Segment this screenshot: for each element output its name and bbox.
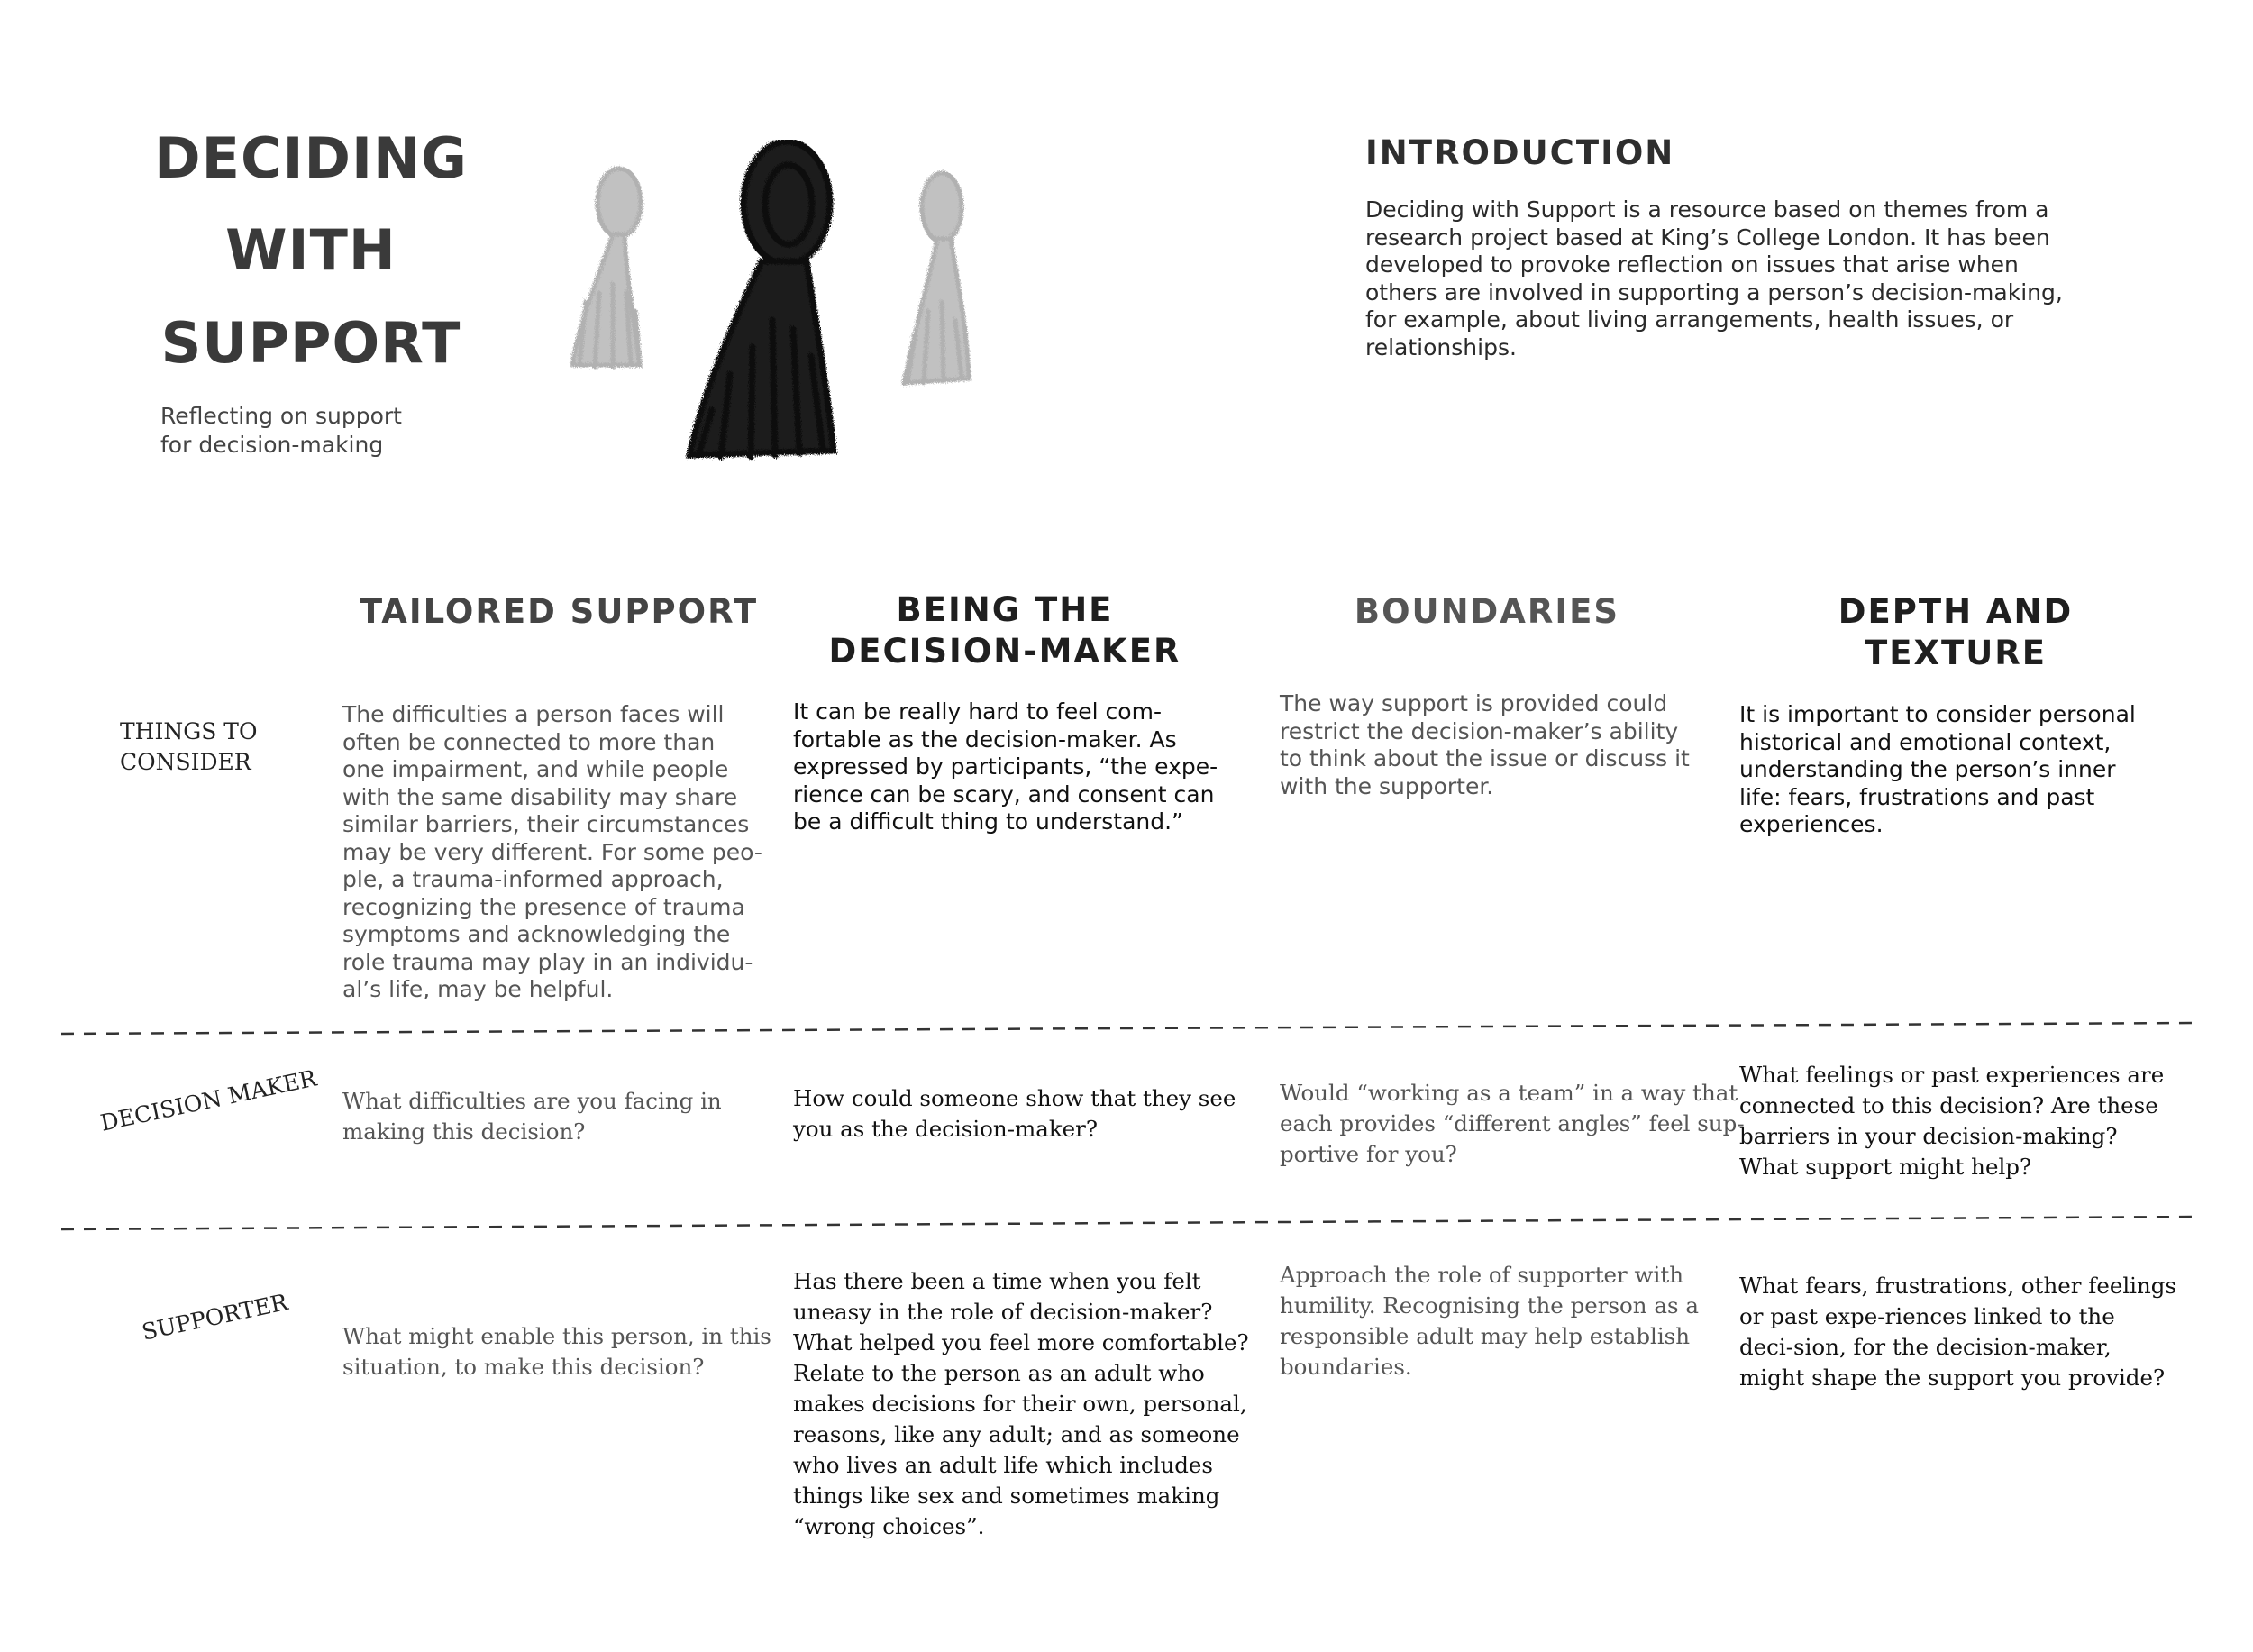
cell-things-boundaries bbox=[1280, 690, 1690, 800]
cell-line: recognizing the presence of trauma bbox=[342, 893, 745, 920]
introduction-line: for example, about living arrangements, health issues, or bbox=[1365, 306, 2014, 333]
cell-line: making this decision? bbox=[342, 1118, 586, 1145]
cell-line: or past expe-riences linked to the bbox=[1739, 1303, 2115, 1329]
cell-supporter-boundaries bbox=[1280, 1260, 1699, 1383]
cell-line: Would “working as a team” in a way that bbox=[1280, 1080, 1738, 1106]
cell-line: each provides “different angles” feel sup- bbox=[1280, 1110, 1745, 1136]
cell-line: Relate to the person as an adult who bbox=[793, 1360, 1205, 1386]
cell-line: you as the decision-maker? bbox=[793, 1116, 1099, 1142]
introduction-body bbox=[1365, 196, 2104, 361]
cell-line: al’s life, may be helpful. bbox=[342, 976, 614, 1002]
subtitle-line: for decision-making bbox=[160, 432, 384, 458]
cell-line: role trauma may play in an individu- bbox=[342, 948, 753, 975]
row-label-line: THINGS TO bbox=[120, 718, 258, 744]
subtitle-line: Reflecting on support bbox=[160, 403, 402, 429]
title-line-3: SUPPORT bbox=[160, 310, 461, 376]
cell-line: who lives an adult life which includes bbox=[793, 1452, 1213, 1478]
introduction-heading: INTRODUCTION bbox=[1365, 133, 1675, 172]
column-heading-line: BOUNDARIES bbox=[1354, 592, 1620, 631]
cell-line: Approach the role of supporter with bbox=[1280, 1262, 1683, 1288]
cell-line: reasons, like any adult; and as someone bbox=[793, 1421, 1240, 1447]
column-heading-line: TAILORED SUPPORT bbox=[359, 592, 759, 631]
column-heading-boundaries bbox=[1271, 591, 1703, 633]
cell-line: What feelings or past experiences are bbox=[1739, 1062, 2165, 1088]
cell-supporter-depth-and-texture bbox=[1739, 1271, 2176, 1393]
cell-decision-maker-depth-and-texture bbox=[1739, 1060, 2164, 1182]
cell-line: might shape the support you provide? bbox=[1739, 1364, 2166, 1391]
row-label-things-to-consider bbox=[120, 716, 257, 778]
column-heading-line: DECISION-MAKER bbox=[828, 632, 1181, 671]
column-heading-depth-and-texture bbox=[1739, 591, 2172, 674]
cell-line: with the supporter. bbox=[1280, 772, 1494, 799]
cell-line: What might enable this person, in this bbox=[342, 1323, 771, 1349]
cell-line: rience can be scary, and consent can bbox=[793, 780, 1215, 808]
row-label-line: CONSIDER bbox=[120, 749, 251, 775]
cell-line: life: fears, frustrations and past bbox=[1739, 783, 2095, 810]
cell-things-being-decision-maker bbox=[793, 698, 1218, 836]
column-heading-tailored-support bbox=[333, 591, 784, 633]
introduction-line: developed to provoke reflection on issues that arise when bbox=[1365, 251, 2019, 278]
cell-line: What support might help? bbox=[1739, 1154, 2032, 1180]
column-heading-line: DEPTH AND bbox=[1838, 592, 2074, 631]
row-label-decision-maker: DECISION MAKER bbox=[97, 1064, 319, 1136]
introduction-line: research project based at King’s College London. It has been bbox=[1365, 224, 2050, 251]
column-heading-being-the-decision-maker bbox=[771, 589, 1239, 672]
cell-line: to think about the issue or discuss it bbox=[1280, 745, 1690, 771]
cell-line: historical and emotional context, bbox=[1739, 728, 2112, 755]
introduction-line: others are involved in supporting a person’s decision-making, bbox=[1365, 278, 2063, 306]
cell-line: things like sex and sometimes making bbox=[793, 1483, 1220, 1509]
cell-line: fortable as the decision-maker. As bbox=[793, 726, 1177, 753]
introduction-line: relationships. bbox=[1365, 333, 1517, 361]
title-line-1: DECIDING bbox=[154, 125, 468, 191]
cell-line: deci-sion, for the decision-maker, bbox=[1739, 1334, 2112, 1360]
row-divider bbox=[0, 1209, 2253, 1237]
cell-line: barriers in your decision-making? bbox=[1739, 1123, 2118, 1149]
cell-supporter-tailored-support bbox=[342, 1321, 771, 1383]
cell-line: The difficulties a person faces will bbox=[342, 701, 725, 727]
cell-line: restrict the decision-maker’s ability bbox=[1280, 717, 1679, 744]
cell-line: may be very different. For some peo- bbox=[342, 838, 762, 865]
cell-decision-maker-tailored-support bbox=[342, 1086, 722, 1147]
cell-things-depth-and-texture bbox=[1739, 701, 2136, 839]
cell-line: It can be really hard to feel com- bbox=[793, 698, 1162, 725]
cell-line: with the same disability may share bbox=[342, 783, 738, 810]
cell-line: Has there been a time when you felt bbox=[793, 1268, 1201, 1294]
cell-line: expressed by participants, “the expe- bbox=[793, 753, 1218, 780]
cell-line: similar barriers, their circumstances bbox=[342, 811, 750, 837]
column-heading-line: TEXTURE bbox=[1864, 634, 2048, 672]
cell-line: be a difficult thing to understand.” bbox=[793, 808, 1184, 835]
cell-supporter-being-decision-maker bbox=[793, 1266, 1249, 1542]
row-label-supporter: SUPPORTER bbox=[139, 1289, 290, 1346]
cell-things-tailored-support bbox=[342, 701, 762, 1004]
introduction-line: Deciding with Support is a resource based on themes from a bbox=[1365, 196, 2049, 223]
cell-decision-maker-boundaries bbox=[1280, 1078, 1745, 1170]
cell-line: connected to this decision? Are these bbox=[1739, 1092, 2158, 1118]
cell-line: symptoms and acknowledging the bbox=[342, 921, 731, 947]
cell-line: What fears, frustrations, other feelings bbox=[1739, 1273, 2177, 1299]
cell-line: humility. Recognising the person as a bbox=[1280, 1292, 1699, 1319]
column-heading-line: BEING THE bbox=[896, 590, 1114, 629]
cell-line: It is important to consider personal bbox=[1739, 701, 2136, 727]
cell-line: How could someone show that they see bbox=[793, 1085, 1236, 1111]
cell-line: What helped you feel more comfortable? bbox=[793, 1329, 1249, 1355]
cell-line: “wrong choices”. bbox=[793, 1513, 985, 1539]
subtitle bbox=[160, 402, 402, 460]
cell-line: uneasy in the role of decision-maker? bbox=[793, 1299, 1213, 1325]
cell-decision-maker-being-decision-maker bbox=[793, 1083, 1236, 1145]
cell-line: often be connected to more than bbox=[342, 728, 716, 755]
cell-line: What difficulties are you facing in bbox=[342, 1088, 722, 1114]
cell-line: responsible adult may help establish bbox=[1280, 1323, 1691, 1349]
cell-line: understanding the person’s inner bbox=[1739, 756, 2116, 782]
three-figures-drawing-icon bbox=[536, 140, 1005, 500]
title-line-2: WITH bbox=[225, 217, 397, 283]
row-divider bbox=[0, 1014, 2253, 1041]
cell-line: ple, a trauma-informed approach, bbox=[342, 866, 724, 892]
cell-line: experiences. bbox=[1739, 811, 1884, 837]
cell-line: portive for you? bbox=[1280, 1141, 1457, 1167]
cell-line: makes decisions for their own, personal, bbox=[793, 1391, 1247, 1417]
cell-line: boundaries. bbox=[1280, 1354, 1412, 1380]
cell-line: situation, to make this decision? bbox=[342, 1354, 705, 1380]
cell-line: one impairment, and while people bbox=[342, 756, 729, 782]
cell-line: The way support is provided could bbox=[1280, 690, 1668, 716]
